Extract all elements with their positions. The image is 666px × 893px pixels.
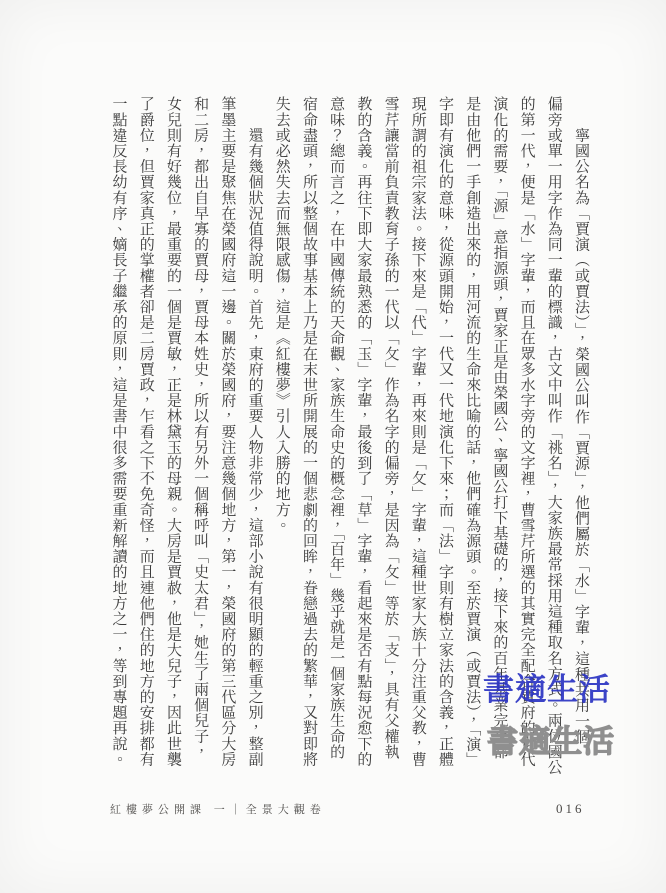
text-column: 意味？總而言之，在中國傳統的天命觀、家族生命史的概念裡，「百年」幾乎就是一個家族生命的 — [328, 96, 345, 760]
text-column: 寧國公名為「賈演（或賈法）」，榮國公叫作「賈源」，他們屬於「水」字輩，這種共用一個 — [573, 96, 589, 745]
text-column: 演化的需要，「源」意指源頭，賈家正是由榮國公、寧國公打下基礎的，接下來的百年基業完全都 — [491, 96, 508, 760]
text-column: 教的含義。再往下即大家最熟悉的「玉」字輩，最後到了「草」字輩，看起來是否有點每況愈下的 — [355, 96, 372, 767]
footer-book-title: 紅樓夢公開課 一｜全景大觀卷 — [110, 804, 326, 816]
text-column: 失去或必然失去而無限感傷，這是《紅樓夢》引人入勝的地方。 — [273, 96, 290, 533]
text-column: 是由他們一手創造出來的，用河流的生命來比喻的話，他們確為源頭。至於賈演（或賈法），「演」 — [464, 96, 481, 768]
footer-page-number: 016 — [556, 801, 585, 816]
text-column: 筆墨主要是聚焦在榮國府這一邊。關於榮國府，要注意幾個地方，第一，榮國府的第三代區分大房 — [219, 96, 236, 767]
text-column: 的第一代，便是「水」字輩，而且在眾多水字旁的文字裡，曹雪芹所選的其實完全配合賈府的世代 — [518, 96, 535, 767]
text-column: 雪芹讓當前負責教育子孫的一代以「攵」作為名字的偏旁，是因為「攵」等於「支」，具有父權執 — [382, 96, 399, 760]
text-column: 了爵位，但賈家真正的掌權者卻是二房賈政，乍看之下不免奇怪，而且連他們住的地方的安排都有 — [137, 96, 154, 767]
page-footer — [0, 801, 666, 821]
text-column: 和二房，都出自早寡的賈母，賈母本姓史，所以有另外一個稱呼叫「史太君」，她生了兩個兒子， — [192, 96, 209, 760]
text-column: 還有幾個狀況值得說明。首先，東府的重要人物非常少，這部小說有很明顯的輕重之別，整副 — [246, 96, 263, 767]
text-column: 一點違反長幼有序、嫡長子繼承的原則，這是書中很多需要重新解讀的地方之一，等到專題再說。 — [110, 96, 127, 767]
vertical-text-block — [104, 96, 594, 786]
text-column: 宿命盡頭，所以整個故事基本上乃是在末世所開展的一個悲劇的回眸，眷戀過去的繁華，又對即將 — [300, 96, 317, 767]
watermark-solid: 書適生活 — [483, 672, 611, 707]
text-column: 現所謂的祖宗家法。接下來是「代」字輩，再來則是「攵」字輩，這種世家大族十分注重父教，曹 — [409, 96, 426, 767]
watermark-outline: 書適生活 — [487, 724, 615, 759]
text-column: 偏旁或單一用字作為同一輩的標識，古文中叫作「祧名」，大家族最常採用這種取名方式。兩位國公 — [545, 96, 562, 775]
text-column: 字即有演化的意味，從源頭開始，一代又一代地演化下來；而「法」字則有樹立家法的含義，正體 — [436, 96, 453, 767]
text-column: 女兒則有好幾位，最重要的一個是賈敏，正是林黛玉的母親。大房是賈赦，他是大兒子，因此世襲 — [164, 96, 181, 767]
